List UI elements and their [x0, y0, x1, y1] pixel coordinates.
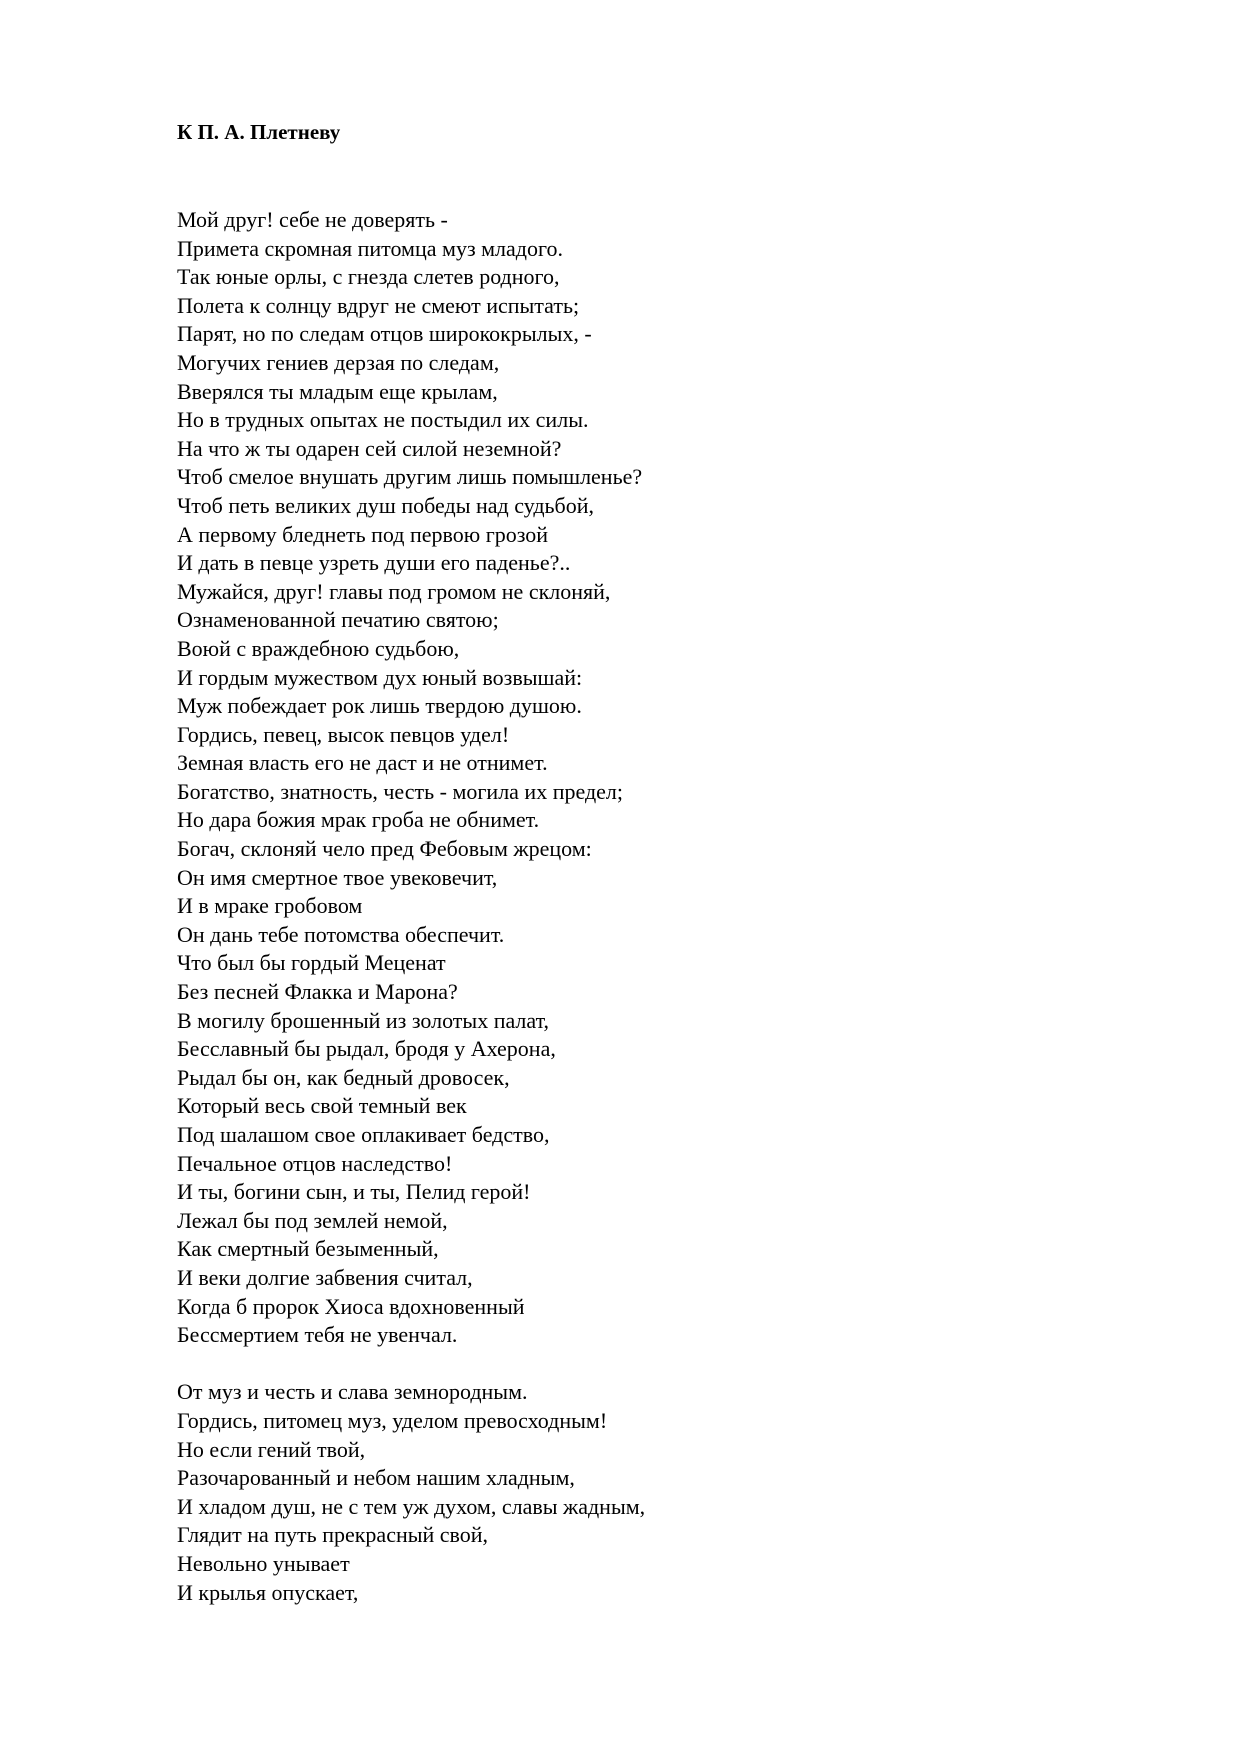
poem-line: Мужайся, друг! главы под громом не склоняй,	[177, 578, 611, 604]
poem-line: Так юные орлы, с гнезда слетев родного,	[177, 264, 560, 290]
poem-line: И хладом душ, не с тем уж духом, славы жадным,	[177, 1493, 646, 1519]
poem-line: А первому бледнеть под первою грозой	[177, 521, 549, 547]
poem-line: Гордись, питомец муз, уделом превосходным!	[177, 1407, 608, 1433]
poem-line: Разочарованный и небом нашим хладным,	[177, 1465, 575, 1491]
poem-line: На что ж ты одарен сей силой неземной?	[177, 435, 562, 461]
poem-line: Бесславный бы рыдал, бродя у Ахерона,	[177, 1036, 556, 1062]
poem-line: Когда б пророк Хиоса вдохновенный	[177, 1293, 525, 1319]
poem-title: К П. А. Плетневу	[177, 120, 341, 144]
poem-line: Он дань тебе потомства обеспечит.	[177, 921, 505, 947]
poem-line: Как смертный безыменный,	[177, 1236, 439, 1262]
poem-line: Он имя смертное твое увековечит,	[177, 864, 498, 890]
poem-line: Мой друг! себе не доверять -	[177, 207, 448, 232]
poem-line: Но в трудных опытах не постыдил их силы.	[177, 407, 589, 433]
poem-line: Рыдал бы он, как бедный дровосек,	[177, 1064, 510, 1090]
poem-line: Примета скромная питомца муз младого.	[177, 235, 563, 261]
poem-line: Чтоб смелое внушать другим лишь помышленье?	[177, 464, 643, 490]
poem-line: Глядит на путь прекрасный свой,	[177, 1522, 489, 1548]
poem-line: И гордым мужеством дух юный возвышай:	[177, 664, 583, 690]
poem-line: Что был бы гордый Меценат	[177, 950, 446, 976]
poem-stanza	[177, 206, 645, 1350]
poem-line: И ты, богини сын, и ты, Пелид герой!	[177, 1179, 531, 1205]
poem-line: Но если гений твой,	[177, 1436, 366, 1462]
poem-line: И дать в певце узреть души его паденье?..	[177, 550, 571, 576]
poem-line: Под шалашом свое оплакивает бедство,	[177, 1122, 550, 1147]
poem-line: В могилу брошенный из золотых палат,	[177, 1007, 550, 1033]
poem-stanza	[177, 1378, 645, 1607]
poem-line: Который весь свой темный век	[177, 1093, 467, 1119]
poem-line: Земная власть его не даст и не отнимет.	[177, 750, 548, 776]
poem-body	[177, 206, 645, 1636]
poem-line: Без песней Флакка и Марона?	[177, 979, 458, 1005]
poem-line: Печальное отцов наследство!	[177, 1150, 453, 1176]
poem-line: Вверялся ты младым еще крылам,	[177, 378, 498, 404]
poem-line: Невольно унывает	[177, 1550, 350, 1576]
poem-line: Чтоб петь великих душ победы над судьбой,	[177, 492, 595, 518]
poem-line: Могучих гениев дерзая по следам,	[177, 349, 500, 375]
poem-line: И в мраке гробовом	[177, 893, 363, 919]
poem-line: И веки долгие забвения считал,	[177, 1264, 473, 1290]
poem-line: Богач, склоняй чело пред Фебовым жрецом:	[177, 836, 592, 862]
poem-line: Полета к солнцу вдруг не смеют испытать;	[177, 292, 580, 318]
poem-line: От муз и честь и слава земнородным.	[177, 1379, 528, 1405]
poem-line: Воюй с враждебною судьбою,	[177, 635, 460, 661]
poem-line: Бессмертием тебя не увенчал.	[177, 1322, 458, 1348]
poem-line: Но дара божия мрак гроба не обнимет.	[177, 807, 540, 833]
poem-line: Ознаменованной печатию святою;	[177, 607, 499, 633]
poem-line: Лежал бы под землей немой,	[177, 1207, 448, 1233]
poem-line: Гордись, певец, высок певцов удел!	[177, 721, 510, 747]
poem-line: Парят, но по следам отцов ширококрылых, -	[177, 321, 592, 347]
poem-line: Богатство, знатность, честь - могила их предел;	[177, 778, 624, 804]
poem-line: Муж побеждает рок лишь твердою душою.	[177, 693, 582, 719]
poem-line: И крылья опускает,	[177, 1579, 359, 1605]
